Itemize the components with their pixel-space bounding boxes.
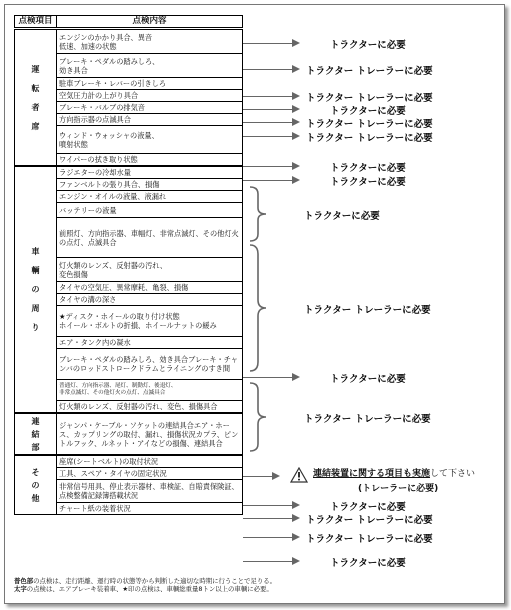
- item-cell: 空気圧力計の上がり具合: [57, 90, 243, 102]
- category-char: 車: [31, 247, 40, 256]
- requirement-label: トラクターに必要: [330, 177, 406, 188]
- item-cell: 工具、スペア・タイヤの固定状況: [57, 468, 243, 480]
- coupling-note-main: 連結装置に関する項目も実施: [313, 469, 431, 479]
- item-cell: 前照灯、方向指示器、車幅灯、非常点滅灯、その他灯火の点灯、点滅具合: [57, 218, 243, 258]
- coupling-note: [313, 466, 475, 479]
- category-other: [15, 455, 57, 515]
- category-char: り: [31, 323, 40, 332]
- item-cell: チャート紙の装着状況: [57, 503, 243, 515]
- category-char: 周: [31, 304, 40, 313]
- item-cell: 方向指示器の点滅具合: [57, 114, 243, 126]
- group-brace: [246, 244, 270, 372]
- arrow: [243, 136, 293, 137]
- arrow: [243, 476, 273, 477]
- item-cell: ★ディスク・ホイールの取り付け状態 ホイール・ボルトの折損、ホイールナットの緩み: [57, 306, 243, 337]
- item-cell: ラジエターの冷却水量: [57, 166, 243, 179]
- item-cell: ジャンパ・ケーブル・ソケットの連結具合エア・ホース、カップリングの取付、漏れ、損傷状況カプラ、ピントルフック、ルネット・アイなどの損傷、連結具合: [57, 413, 243, 455]
- footnote-2-bold: 太字: [14, 585, 27, 594]
- group-brace: [246, 186, 270, 242]
- arrow: [243, 505, 293, 506]
- category-coupling: [15, 413, 57, 455]
- requirement-label: トラクター トレーラーに必要: [304, 414, 431, 425]
- category-char: 部: [31, 442, 40, 452]
- item-cell: タイヤの溝の深さ: [57, 294, 243, 306]
- table-header-row: [15, 16, 243, 29]
- item-cell: 普通灯、方向指示器、尾灯、制動灯、後退灯、 非常点滅灯、その他灯火の点灯、点滅具合: [57, 380, 243, 401]
- arrow: [243, 69, 293, 70]
- arrow: [243, 180, 293, 181]
- arrow: [243, 43, 293, 44]
- category-char: の: [31, 480, 40, 490]
- arrow: [243, 109, 293, 110]
- requirement-label: トラクター トレーラーに必要: [306, 66, 433, 77]
- item-cell: 灯火類のレンズ、反射器の汚れ、 変色損傷: [57, 258, 243, 282]
- arrow: [243, 96, 293, 97]
- arrow: [243, 122, 293, 123]
- arrow: [243, 537, 293, 538]
- item-cell: エア・タンク内の凝水: [57, 337, 243, 349]
- table-row: [15, 455, 243, 468]
- category-label-other: [15, 466, 56, 505]
- category-vehicle: [15, 166, 57, 413]
- table-row: [15, 29, 243, 54]
- category-char: 者: [31, 102, 40, 112]
- item-cell: ファンベルトの張り具合、損傷: [57, 179, 243, 191]
- arrow: [243, 166, 293, 167]
- item-cell: エンジンのかかり具合、異音 低速、加速の状態: [57, 29, 243, 54]
- arrow: [243, 518, 293, 519]
- requirement-label: トラクターに必要: [330, 163, 406, 174]
- item-cell: バッテリーの液量: [57, 203, 243, 218]
- requirement-label: トラクター トレーラーに必要: [306, 133, 433, 144]
- table-row: [15, 413, 243, 455]
- group-brace: [246, 382, 270, 452]
- requirement-label: トラクター トレーラーに必要: [306, 119, 433, 130]
- category-char: の: [31, 285, 40, 294]
- footnote: [14, 577, 276, 593]
- requirement-label: トラクターに必要: [330, 374, 406, 385]
- category-label-driver: [15, 60, 56, 136]
- coupling-note-suffix: して下さい: [430, 469, 476, 479]
- item-cell: ブレーキ・バルブの排気音: [57, 102, 243, 114]
- arrow: [243, 561, 293, 562]
- item-cell: エンジン・オイルの液量、液漏れ: [57, 191, 243, 203]
- footnote-2: の点検は、エアブレーキ装着車、★印の点検は、車輌総重量8トン以上の車輌に必要。: [26, 585, 273, 594]
- category-label-coupling: [15, 415, 56, 454]
- item-cell: 灯火類のレンズ、反射器の汚れ、変色、損傷具合: [57, 401, 243, 414]
- requirement-label: トラクターに必要: [330, 502, 406, 513]
- header-content: 点検内容: [57, 16, 243, 29]
- category-label-vehicle: [15, 242, 56, 337]
- footnote-1: の点検は、走行距離、運行時の状態等から判断した適切な時期に行うことで足りる。: [33, 577, 277, 585]
- category-char: 転: [31, 83, 40, 93]
- coupling-note-sub: (トレーラーに必要): [358, 484, 439, 494]
- footnote-1-bold: 普色部: [14, 577, 34, 585]
- item-cell: ブレーキ・ペダルの踏みしろ、効き具合ブレーキ・チャンバのロッドストロークドラムとライニングのすき間: [57, 349, 243, 380]
- table-row: [15, 166, 243, 179]
- category-char: 席: [31, 121, 40, 131]
- category-driver-seat: [15, 29, 57, 167]
- requirement-label: トラクター トレーラーに必要: [306, 534, 433, 545]
- requirement-label: トラクター トレーラーに必要: [306, 93, 433, 104]
- requirement-label: トラクター トレーラーに必要: [304, 305, 431, 316]
- arrow: [243, 377, 293, 378]
- item-cell: 非常信号用具、停止表示器材、車検証、自賠責保険証、点検整備記録簿搭載状況: [57, 480, 243, 503]
- item-cell: タイヤの空気圧、異常摩耗、亀裂、損傷: [57, 282, 243, 294]
- inspection-table: [14, 15, 243, 515]
- requirement-label: トラクターに必要: [304, 211, 380, 222]
- item-cell: ブレーキ・ペダルの踏みしろ、 効き具合: [57, 54, 243, 78]
- warning-icon: [290, 467, 308, 483]
- category-char: 運: [31, 64, 40, 74]
- item-cell: 座席(シートベルト)の取付状況: [57, 455, 243, 468]
- requirement-label: トラクターに必要: [330, 40, 406, 51]
- requirement-label: トラクターに必要: [330, 106, 406, 117]
- item-cell: 駐車ブレーキ・レバーの引きしろ: [57, 78, 243, 90]
- category-char: 輌: [31, 266, 40, 275]
- category-char: 連: [31, 416, 40, 426]
- requirement-label: トラクターに必要: [330, 558, 406, 569]
- item-cell: ワイパーの拭き取り状態: [57, 154, 243, 167]
- requirement-label: トラクター トレーラーに必要: [306, 515, 433, 526]
- category-char: そ: [31, 467, 40, 477]
- header-category: 点検項目: [15, 16, 57, 29]
- category-char: 結: [31, 429, 40, 439]
- category-char: 他: [31, 493, 40, 503]
- item-cell: ウィンド・ウォッシャの液量、 噴射状態: [57, 126, 243, 154]
